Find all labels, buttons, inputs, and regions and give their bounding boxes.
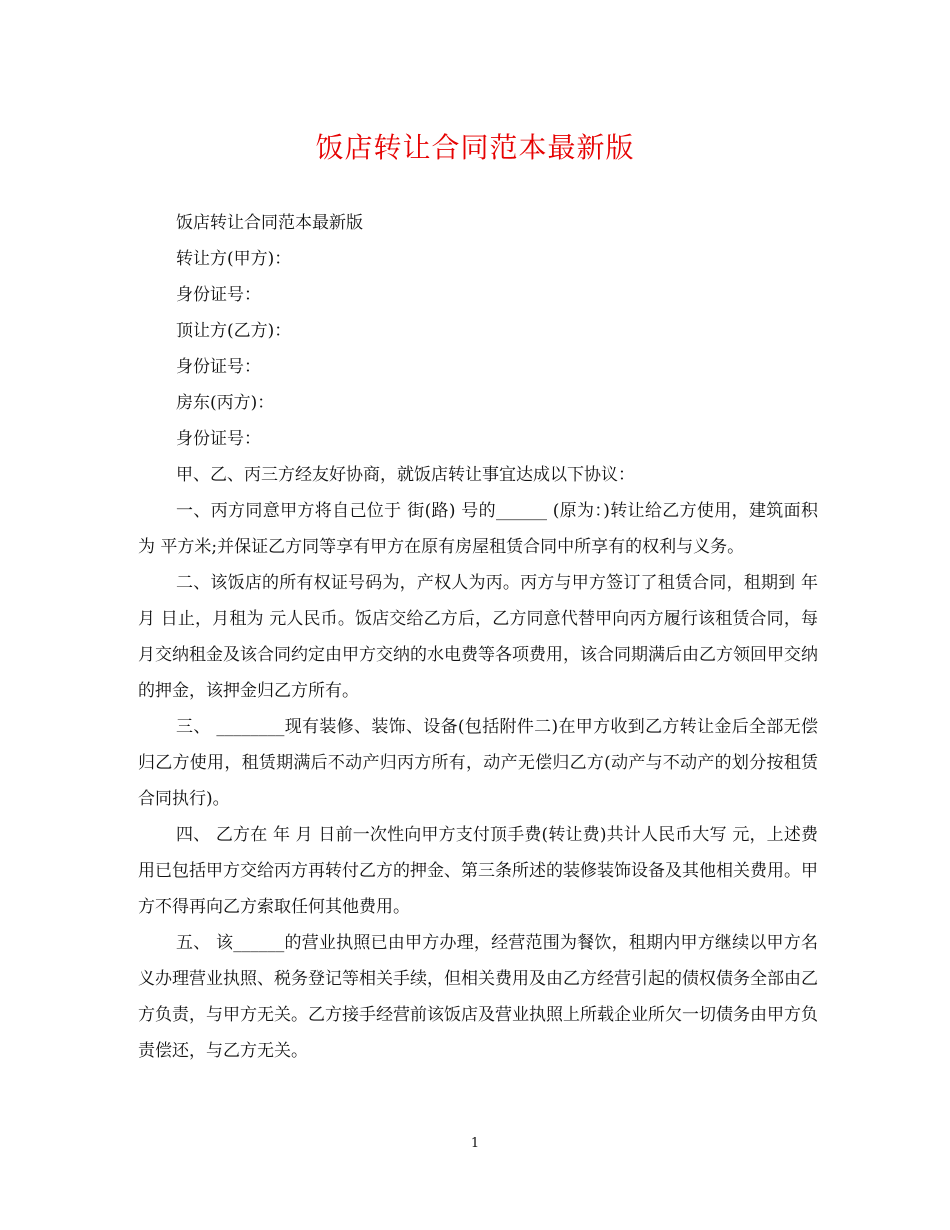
clause-3: 三、 ________现有装修、装饰、设备(包括附件二)在甲方收到乙方转让金后全部无偿归乙方使用，租赁期满后不动产归丙方所有，动产无偿归乙方(动产与不动产的划分按租赁合同执行)。 (138, 717, 818, 809)
agreement-intro-line: 甲、乙、丙三方经友好协商，就饭店转让事宜达成以下协议： (176, 465, 635, 485)
clause-2: 二、该饭店的所有权证号码为，产权人为丙。丙方与甲方签订了租赁合同，租期到 年 月 日止，月租为 元人民币。饭店交给乙方后，乙方同意代替甲向丙方履行该租赁合同，每月交纳租金及该合同约定由甲方交纳的水电费等各项费用，该合同期满后由乙方领回甲交纳的押金，该押金归乙方所有。 (138, 573, 818, 701)
landlord-line: 房东(丙方)： (176, 393, 275, 413)
page-number: 1 (470, 1136, 480, 1151)
subtitle-line: 饭店转让合同范本最新版 (176, 213, 363, 233)
clause-1: 一、丙方同意甲方将自己位于 街(路) 号的______ (原为：)转让给乙方使用，建筑面积为 平方米;并保证乙方同等享有甲方在原有房屋租赁合同中所享有的权利与义务。 (138, 501, 818, 557)
transferor-line: 转让方(甲方)： (176, 249, 292, 269)
transferee-id-line: 身份证号： (176, 357, 261, 377)
document-body (138, 205, 818, 1069)
document-title: 饭店转让合同范本最新版 (315, 131, 635, 164)
transferee-line: 顶让方(乙方)： (176, 321, 292, 341)
clause-4: 四、 乙方在 年 月 日前一次性向甲方支付顶手费(转让费)共计人民币大写 元，上述费用已包括甲方交给丙方再转付乙方的押金、第三条所述的装修装饰设备及其他相关费用。甲方不得再向乙方索取任何其他费用。 (138, 825, 818, 917)
transferor-id-line: 身份证号： (176, 285, 261, 305)
clause-5: 五、 该______的营业执照已由甲方办理，经营范围为餐饮，租期内甲方继续以甲方名义办理营业执照、税务登记等相关手续，但相关费用及由乙方经营引起的债权债务全部由乙方负责，与甲方无关。乙方接手经营前该饭店及营业执照上所载企业所欠一切债务由甲方负责偿还，与乙方无关。 (138, 933, 818, 1061)
landlord-id-line: 身份证号： (176, 429, 261, 449)
